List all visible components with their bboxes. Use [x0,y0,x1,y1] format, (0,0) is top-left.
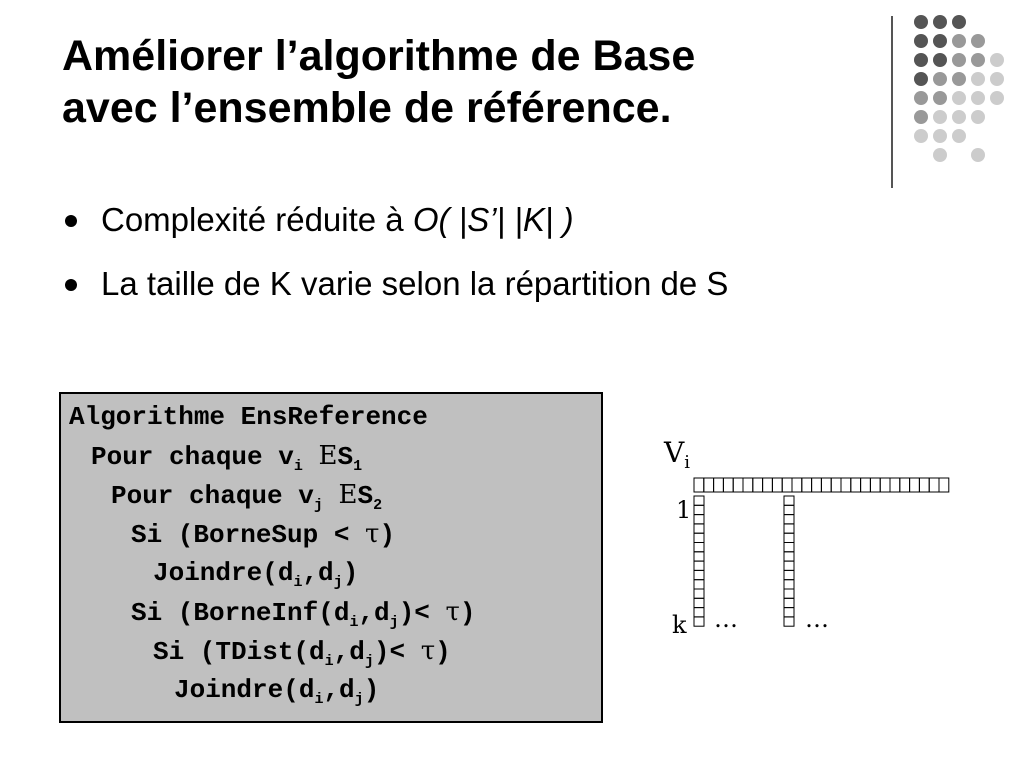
diagram-col-cell [694,524,704,533]
diagram-row-cell [851,478,861,492]
diagram-col-cell [784,496,794,505]
diagram-row-cell [939,478,949,492]
algo-l2-sub: i [293,458,303,475]
algo-l7-a: Si (TDist(d [153,637,325,667]
diagram-col-cell [784,552,794,561]
decorative-dot [952,91,966,105]
decorative-dot [933,72,947,86]
diagram-row-cell [919,478,929,492]
decorative-dot [971,53,985,67]
algo-line-8 [174,675,380,708]
diagram-row-cell [743,478,753,492]
diagram-row-cell [841,478,851,492]
diagram-row-cell [694,478,704,492]
decorative-dot [914,53,928,67]
diagram-col-cell [694,543,704,552]
diagram-row-cell [910,478,920,492]
diagram-col-cell [694,608,704,617]
decorative-dot [971,148,985,162]
diagram-col-cell [694,515,704,524]
algo-l2-text: Pour chaque v [91,442,294,472]
bullet-item-complexity [62,200,728,240]
algo-l7-d: ) [435,637,451,667]
decorative-dot [952,129,966,143]
algo-l7-c: )< [373,637,421,667]
decorative-dot [990,53,1004,67]
diagram-row-cell [782,478,792,492]
decorative-dot [933,34,947,48]
diagram-col-cell [784,543,794,552]
algo-l3-set-sub: 2 [373,497,383,514]
algo-line-3 [111,480,383,514]
algo-line-4 [131,519,395,550]
algo-l8-sub-i: i [314,691,324,708]
diagram-col-cell [784,589,794,598]
decorative-dot [933,110,947,124]
decorative-dot [971,34,985,48]
diagram-row-cell [900,478,910,492]
diagram-col-cell [784,580,794,589]
diagram-col-cell [784,515,794,524]
diagram-row-cell [714,478,724,492]
algo-title: Algorithme EnsReference [69,402,428,432]
algorithm-box [59,392,603,723]
decorative-dot [933,53,947,67]
diagram-col-cell [694,589,704,598]
slide-title [62,30,892,134]
algo-l2-element-of: Ε [318,441,338,471]
slide-title-line-2: avec l’ensemble de référence. [62,84,672,132]
algo-line-1 [69,402,428,432]
diagram-col-cell [694,598,704,607]
decorative-dot [971,72,985,86]
algo-l8-c: ) [363,675,380,705]
diagram-col-cell [784,505,794,514]
algo-l2-set: S [337,442,354,472]
algo-l8-a: Joindre(d [174,675,315,705]
diagram-col-cell [694,617,704,626]
diagram-row-cell [802,478,812,492]
diagram-k-label: k [672,611,687,639]
decorative-dot [952,53,966,67]
algo-l6-a: Si (BorneInf(d [131,598,350,628]
decorative-dot [990,72,1004,86]
decorative-dot [952,110,966,124]
decorative-dot [933,91,947,105]
diagram-v-label: $V_i$ [664,436,690,473]
algo-l3-element-of: Ε [338,480,358,510]
diagram-col-cell [694,580,704,589]
diagram-col-cell [784,608,794,617]
decorative-dot [952,15,966,29]
decorative-dot [933,129,947,143]
diagram-col-cell [694,570,704,579]
diagram-row-cell [792,478,802,492]
diagram-row-cell [861,478,871,492]
diagram-row-cell [763,478,773,492]
algo-l6-d: ) [459,598,476,628]
algo-l3-text: Pour chaque v [111,481,314,511]
algo-line-6 [131,597,476,631]
algo-l5-c: ) [342,558,359,588]
algo-l7-sub-j: j [364,653,374,670]
diagram-col-cell [784,598,794,607]
algo-l5-sub-j: j [333,574,343,591]
diagram-ellipsis-2: … [805,605,829,633]
decorative-dot [914,91,928,105]
bullet-1-math: O( |S’| |K| ) [412,201,574,238]
diagram-col-cell [784,561,794,570]
algo-line-5 [153,558,359,591]
decorative-dot [914,72,928,86]
decorative-dot [971,91,985,105]
diagram-col-cell [694,552,704,561]
diagram-row-cell [870,478,880,492]
diagram-col-cell [694,561,704,570]
diagram-col-cell [694,496,704,505]
algo-line-7 [153,636,451,670]
algo-l3-set: S [357,481,374,511]
algo-l6-c: )< [398,598,446,628]
algo-l4-tau: τ [365,519,380,549]
decorative-dot [914,110,928,124]
diagram-col-cell [694,505,704,514]
algo-l5-b: ,d [302,558,334,588]
algo-l6-sub-i: i [349,614,359,631]
diagram-row-cell [929,478,939,492]
algo-l5-a: Joindre(d [153,558,294,588]
diagram-row-cell [753,478,763,492]
algo-l4-close: ) [379,520,396,550]
diagram-row-cell [812,478,822,492]
decorative-dot [990,91,1004,105]
decorative-dot [971,110,985,124]
diagram-col-cell [694,533,704,542]
diagram-one-label: 1 [676,496,692,524]
bullet-1-text: Complexité réduite à [101,201,413,238]
algo-l7-tau: τ [420,636,436,666]
decorative-dot [914,129,928,143]
algo-l8-sub-j: j [354,691,364,708]
algo-line-2 [91,441,363,475]
diagram-row-cell [831,478,841,492]
algo-l8-b: ,d [323,675,355,705]
decorative-dot [952,72,966,86]
diagram-col-cell [784,570,794,579]
algo-l7-b: ,d [333,637,365,667]
bullet-item-k-size [62,264,728,304]
decorative-dot [933,15,947,29]
diagram-row-cell [890,478,900,492]
diagram-row-cell [821,478,831,492]
bullet-2-text: La taille de K varie selon la répartition de S [101,265,729,302]
diagram-ellipsis-1: … [714,605,738,633]
algo-l2-set-sub: 1 [353,458,363,475]
bullet-dot-icon [65,215,77,227]
diagram-row-cell [772,478,782,492]
diagram-row-cell [733,478,743,492]
decorative-dot [914,15,928,29]
diagram-col-cell [784,617,794,626]
decorative-dot [933,148,947,162]
decorative-dot [914,34,928,48]
algo-l3-sub: j [313,497,323,514]
algo-l6-tau: τ [445,597,460,627]
algo-l6-b: ,d [358,598,390,628]
slide-title-line-1: Améliorer l’algorithme de Base [62,32,696,80]
diagram-col-cell [784,533,794,542]
diagram-row-cell [704,478,714,492]
bullet-list [62,200,728,328]
algo-l7-sub-i: i [324,653,334,670]
algo-l4-text: Si (BorneSup < [131,520,366,550]
diagram-row-cell [880,478,890,492]
bullet-dot-icon [65,279,77,291]
decorative-dot [952,34,966,48]
algo-l5-sub-i: i [293,574,303,591]
diagram-row-cell [723,478,733,492]
diagram-col-cell [784,524,794,533]
algo-l6-sub-j: j [389,614,399,631]
reference-set-diagram [660,430,960,650]
